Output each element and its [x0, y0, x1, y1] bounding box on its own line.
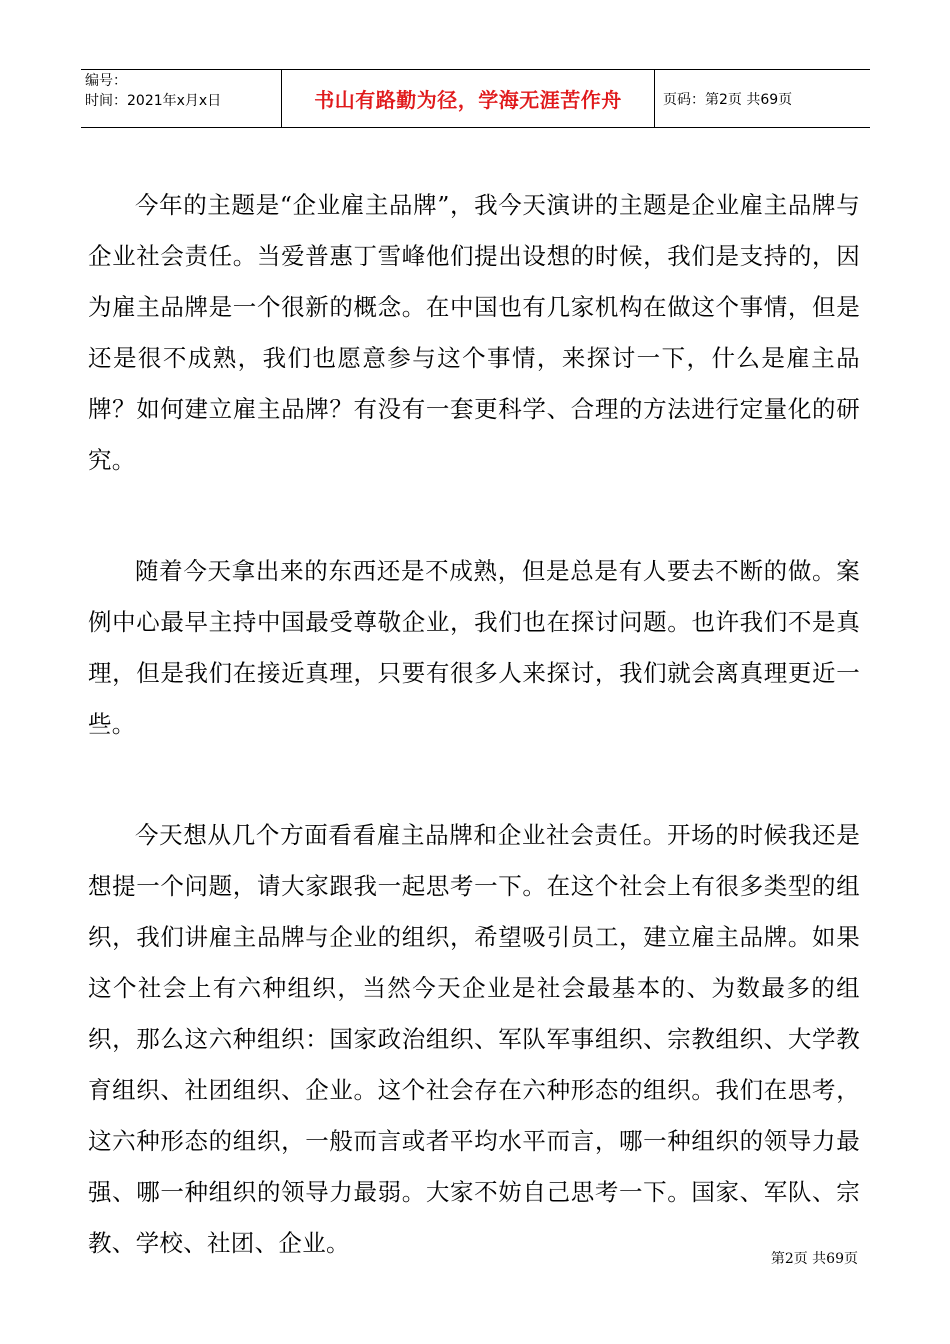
document-header — [81, 69, 870, 128]
doc-number-label: 编号： — [85, 73, 127, 89]
header-meta — [81, 70, 282, 127]
body-paragraph: 今年的主题是“企业雇主品牌”，我今天演讲的主题是企业雇主品牌与企业社会责任。当爱普惠丁雪峰他们提出设想的时候，我们是支持的，因为雇主品牌是一个很新的概念。在中国也有几家机构在做这个事情，但是还是很不成熟，我们也愿意参与这个事情，来探讨一下，什么是雇主品牌？如何建立雇主品牌？有没有一套更科学、合理的方法进行定量化的研究。 — [88, 191, 860, 474]
doc-time-label: 时间：2021年x月x日 — [85, 93, 222, 109]
body-paragraph: 今天想从几个方面看看雇主品牌和企业社会责任。开场的时候我还是想提一个问题，请大家跟我一起思考一下。在这个社会上有很多类型的组织，我们讲雇主品牌与企业的组织，希望吸引员工，建立雇主品牌。如果这个社会上有六种组织，当然今天企业是社会最基本的、为数最多的组织，那么这六种组织：国家政治组织、军队军事组织、宗教组织、大学教育组织、社团组织、企业。这个社会存在六种形态的组织。我们在思考，这六种形态的组织，一般而言或者平均水平而言，哪一种组织的领导力最强、哪一种组织的领导力最弱。大家不妨自己思考一下。国家、军队、宗教、学校、社团、企业。 — [88, 821, 860, 1257]
body-paragraph: 随着今天拿出来的东西还是不成熟，但是总是有人要去不断的做。案例中心最早主持中国最受尊敬企业，我们也在探讨问题。也许我们不是真理，但是我们在接近真理，只要有很多人来探讨，我们就会离真理更近一些。 — [88, 557, 860, 738]
header-motto: 书山有路勤为径，学海无涯苦作舟 — [282, 70, 655, 127]
header-page-info: 页码：第2页 共69页 — [663, 91, 793, 108]
document-body — [88, 180, 860, 1329]
page-footer: 第2页 共69页 — [770, 1251, 858, 1267]
